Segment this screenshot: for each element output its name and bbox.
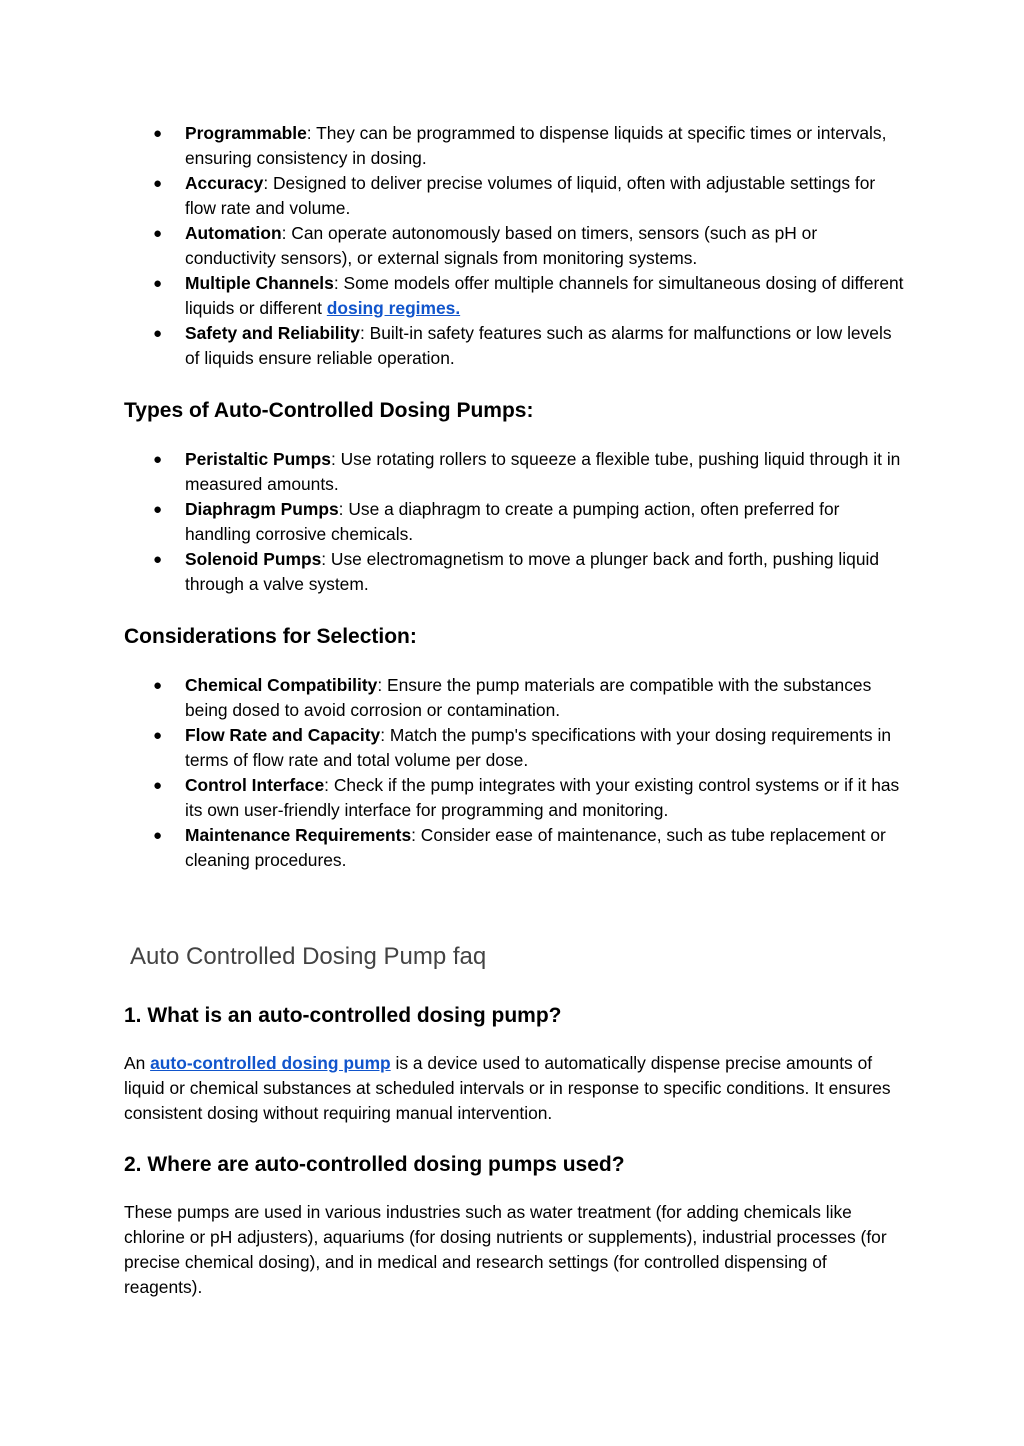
list-item (124, 321, 904, 371)
faq-title: Auto Controlled Dosing Pump faq (130, 943, 487, 970)
item-text: : Match the pump's specifications with your dosing requirements in terms of flow rate and total volume per dose. (185, 725, 891, 770)
answer-text: is a device used to automatically dispense precise amounts of liquid or chemical substances at scheduled intervals or in response to specific conditions. It ensures consistent dosing without requiring manual intervention. (124, 1053, 891, 1123)
auto-controlled-dosing-pump-link[interactable]: auto-controlled dosing pump (150, 1053, 391, 1073)
list-item (124, 221, 904, 271)
considerations-heading: Considerations for Selection: (124, 625, 417, 648)
item-term: Flow Rate and Capacity (185, 725, 381, 745)
item-text: : They can be programmed to dispense liquids at specific times or intervals, ensuring consistency in dosing. (185, 123, 887, 168)
item-term: Control Interface (185, 775, 325, 795)
list-item (124, 171, 904, 221)
bullet-icon: ● (153, 677, 163, 694)
faq-answer-1 (124, 1051, 904, 1126)
faq-question-1: 1. What is an auto-controlled dosing pump? (124, 1004, 562, 1027)
list-item (124, 823, 904, 873)
list-item (124, 121, 904, 171)
item-term: Automation (185, 223, 282, 243)
bullet-icon: ● (153, 777, 163, 794)
item-term: Peristaltic Pumps (185, 449, 331, 469)
features-list (124, 121, 904, 371)
types-list (124, 447, 904, 597)
item-term: Accuracy (185, 173, 264, 193)
item-text: : Designed to deliver precise volumes of liquid, often with adjustable settings for flow rate and volume. (185, 173, 876, 218)
item-text: : Ensure the pump materials are compatible with the substances being dosed to avoid corrosion or contamination. (185, 675, 872, 720)
list-item (124, 673, 904, 723)
bullet-icon: ● (153, 727, 163, 744)
list-item (124, 447, 904, 497)
item-term: Maintenance Requirements (185, 825, 412, 845)
item-text: : Check if the pump integrates with your existing control systems or if it has its own user-friendly interface for programming and monitoring. (185, 775, 900, 820)
types-heading: Types of Auto-Controlled Dosing Pumps: (124, 399, 534, 422)
bullet-icon: ● (153, 827, 163, 844)
faq-question-2: 2. Where are auto-controlled dosing pumps used? (124, 1153, 625, 1176)
bullet-icon: ● (153, 551, 163, 568)
item-term: Multiple Channels (185, 273, 334, 293)
item-text: : Use rotating rollers to squeeze a flexible tube, pushing liquid through it in measured amounts. (185, 449, 901, 494)
item-text: : Some models offer multiple channels for simultaneous dosing of different liquids or different (185, 273, 904, 318)
item-text: : Use electromagnetism to move a plunger back and forth, pushing liquid through a valve system. (185, 549, 880, 594)
considerations-list (124, 673, 904, 873)
list-item (124, 773, 904, 823)
list-item (124, 497, 904, 547)
bullet-icon: ● (153, 225, 163, 242)
item-term: Safety and Reliability (185, 323, 360, 343)
bullet-icon: ● (153, 125, 163, 142)
list-item (124, 547, 904, 597)
faq-answer-2: These pumps are used in various industries such as water treatment (for adding chemicals like chlorine or pH adjusters), aquariums (for dosing nutrients or supplements), industrial processes (for precise chemical dosing), and in medical and research settings (for controlled dispensing of reagents). (124, 1202, 887, 1297)
item-term: Solenoid Pumps (185, 549, 322, 569)
answer-text: An (124, 1053, 151, 1073)
bullet-icon: ● (153, 451, 163, 468)
list-item (124, 271, 904, 321)
item-text: : Built-in safety features such as alarms for malfunctions or low levels of liquids ensure reliable operation. (185, 323, 892, 368)
bullet-icon: ● (153, 325, 163, 342)
bullet-icon: ● (153, 275, 163, 292)
list-item (124, 723, 904, 773)
bullet-icon: ● (153, 175, 163, 192)
item-text: : Consider ease of maintenance, such as tube replacement or cleaning procedures. (185, 825, 886, 870)
dosing-regimes-link[interactable]: dosing regimes. (326, 298, 461, 318)
document-page (124, 121, 904, 1300)
item-term: Programmable (185, 123, 307, 143)
item-term: Diaphragm Pumps (185, 499, 339, 519)
item-term: Chemical Compatibility (185, 675, 378, 695)
item-text: : Can operate autonomously based on timers, sensors (such as pH or conductivity sensors), or external signals from monitoring systems. (185, 223, 818, 268)
bullet-icon: ● (153, 501, 163, 518)
item-text: : Use a diaphragm to create a pumping action, often preferred for handling corrosive chemicals. (185, 499, 840, 544)
